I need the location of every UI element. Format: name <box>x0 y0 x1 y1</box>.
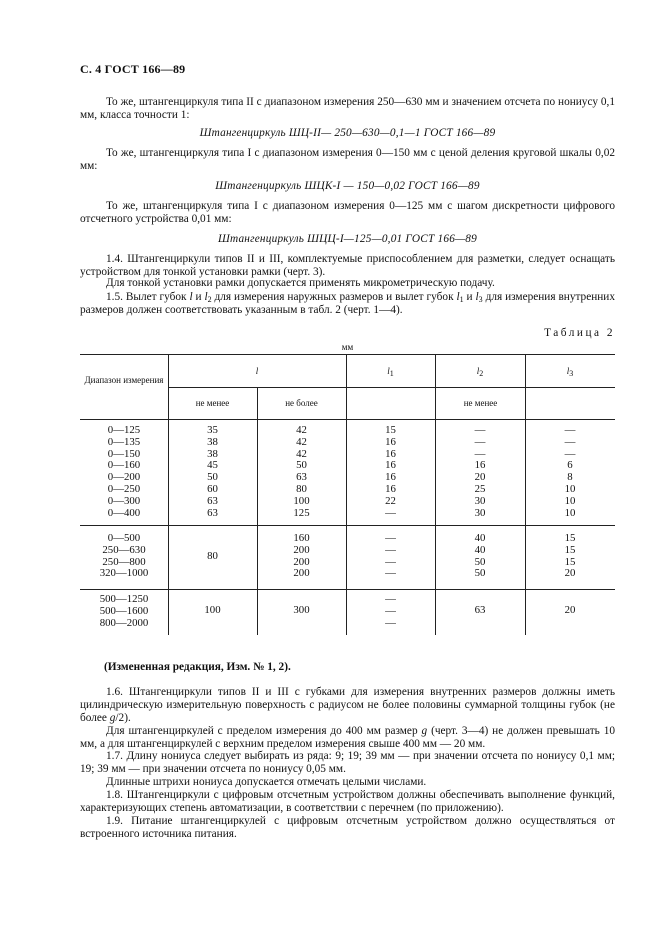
table-cell: 30 <box>474 506 486 519</box>
table-cell: — <box>385 616 396 629</box>
table-cell: 35 <box>207 424 218 436</box>
page-header: С. 4 ГОСТ 166—89 <box>80 62 186 76</box>
designation-example: Штангенциркуль ШЦ-II— 250—630—0,1—1 ГОСТ 166—89 <box>199 127 496 139</box>
table-cell: 20 <box>564 567 576 580</box>
paragraph: То же, штангенциркуля типа I с диапазоном измерения 0—150 мм с ценой деления круговой шкалы 0,02 мм: <box>80 147 615 172</box>
table-cell: 0—125 <box>107 424 141 436</box>
col-l-max <box>257 425 346 519</box>
table-cell: 42 <box>296 447 307 460</box>
table-cell: 100 <box>293 494 310 507</box>
table-cell: 0—250 <box>107 482 141 495</box>
cell-l-max: 300 <box>293 604 310 616</box>
table-cell: 63 <box>296 471 307 484</box>
cell-l-min: 80 <box>207 550 218 562</box>
table-cell: 42 <box>296 424 307 436</box>
col-l3 <box>525 533 615 580</box>
table-cell: — <box>474 435 486 448</box>
table-cell: 38 <box>207 435 218 448</box>
table-cell: 0—500 <box>107 532 141 544</box>
table-cell: 38 <box>207 447 218 460</box>
table-cell: 0—300 <box>107 494 141 507</box>
designation-example: Штангенциркуль ШЦЦ-I—125—0,01 ГОСТ 166—89 <box>217 233 477 245</box>
table-cell: — <box>385 543 396 556</box>
table-cell: 15 <box>564 532 576 544</box>
table-cell: 8 <box>567 471 573 484</box>
table-cell: — <box>385 555 396 568</box>
table-cell: 250—630 <box>102 543 146 556</box>
table-cell: 800—2000 <box>99 616 149 629</box>
table-cell: 6 <box>567 459 573 472</box>
col-l2 <box>435 533 525 580</box>
paragraph: Для тонкой установки рамки допускается применять микрометрическую подачу. <box>106 277 495 289</box>
table-cell: — <box>564 424 576 436</box>
designation-example: Штангенциркуль ШЦК-I — 150—0,02 ГОСТ 166—89 <box>215 180 480 192</box>
table-cell: 30 <box>474 494 486 507</box>
col-l1 <box>346 594 435 629</box>
paragraph: Длинные штрихи нониуса допускается отмечать целыми числами. <box>106 776 427 788</box>
table-cell: 16 <box>385 435 396 448</box>
table-unit: мм <box>341 342 354 352</box>
table-cell: 200 <box>293 555 310 568</box>
table-cell: 50 <box>474 555 486 568</box>
table-cell: 20 <box>474 471 486 484</box>
col-l3 <box>525 425 615 519</box>
paragraph: То же, штангенциркуля типа II с диапазоном измерения 250—630 мм и значением отсчета по нониусу 0,1 мм, класса точности 1: <box>80 96 615 121</box>
table-cell: 16 <box>474 459 486 472</box>
col-range <box>80 594 168 629</box>
header-l: l <box>255 366 259 376</box>
col-l2 <box>435 425 525 519</box>
header-range: Диапазон измерения <box>84 375 164 385</box>
table-cell: 500—1600 <box>99 604 149 617</box>
col-l1 <box>346 425 435 519</box>
table-cell: 25 <box>474 482 486 495</box>
table-cell: 0—150 <box>107 447 141 460</box>
col-l-max <box>257 533 346 580</box>
table-cell: — <box>564 447 576 460</box>
table-cell: 125 <box>293 506 310 519</box>
table-cell: 42 <box>296 435 307 448</box>
cell-l-min: 100 <box>204 604 221 616</box>
paragraph: То же, штангенциркуля типа I с диапазоном измерения 0—125 мм с шагом дискретности цифрового отсчетного устройства 0,01 мм: <box>80 200 615 225</box>
table-cell: — <box>385 604 396 617</box>
table-caption: Таблица 2 <box>544 327 615 339</box>
table-cell: 63 <box>207 506 218 519</box>
table-cell: — <box>385 532 396 544</box>
table-cell: — <box>564 435 576 448</box>
table-cell: 40 <box>474 543 486 556</box>
col-l-min <box>168 425 257 519</box>
table-cell: 63 <box>207 494 218 507</box>
table-cell: 15 <box>564 555 576 568</box>
header-max: не более <box>285 398 318 408</box>
table-cell: 0—160 <box>107 459 141 472</box>
header-l2: $l_2$ <box>476 366 484 378</box>
table-cell: 10 <box>564 482 576 495</box>
paragraph-1-7: 1.7. Длину нониуса следует выбирать из ряда: 9; 19; 39 мм — при значении отсчета по нониусу 0,1 мм; 19; 39 мм — при значении отсчета по нониусу 0,05 мм. <box>80 750 615 775</box>
table-cell: 15 <box>385 424 396 436</box>
table-cell: 40 <box>474 532 486 544</box>
table-cell: 50 <box>296 459 307 472</box>
table-cell: 45 <box>207 459 218 472</box>
paragraph-1-8: 1.8. Штангенциркули с цифровым отсчетным устройством должны обеспечивать выполнение функций, характеризующих степень автоматизации, в соответствии с перечнем (по приложению). <box>80 789 615 814</box>
header-min-all: не менее <box>463 398 498 408</box>
paragraph-1-5: 1.5. Вылет губок l и $l_2$ для измерения наружных размеров и вылет губок $l_1$ и $l_3$ для измерения внутренних размеров должен соответствовать указанным в табл. 2 (черт. 1—4). <box>80 291 616 316</box>
table-cell: 22 <box>385 494 396 507</box>
cell-l2: 63 <box>474 604 486 616</box>
table-2 <box>80 354 615 635</box>
table-cell: 250—800 <box>102 555 146 568</box>
table-cell: 50 <box>207 471 218 484</box>
header-min: не менее <box>195 398 230 408</box>
table-cell: 50 <box>474 567 486 580</box>
table-cell: 16 <box>385 482 396 495</box>
table-cell: 0—135 <box>107 435 141 448</box>
col-range <box>80 425 168 519</box>
cell-l3: 20 <box>564 604 576 616</box>
header-l1: $l_1$ <box>387 366 394 378</box>
table-cell: 16 <box>385 459 396 472</box>
table-cell: 16 <box>385 447 396 460</box>
table-cell: — <box>474 424 486 436</box>
table-cell: 10 <box>564 506 576 519</box>
table-cell: 60 <box>207 482 218 495</box>
table-cell: 200 <box>293 543 310 556</box>
table-cell: — <box>385 506 396 519</box>
table-cell: 0—200 <box>107 471 141 484</box>
table-cell: 10 <box>564 494 576 507</box>
paragraph-1-6: 1.6. Штангенциркули типов II и III с губками для измерения внутренних размеров должны иметь цилиндрическую измерительную поверхность с радиусом не более половины суммарной толщины губок (не более g/2). <box>80 686 615 724</box>
table-cell: 500—1250 <box>99 593 149 605</box>
paragraph-1-4: 1.4. Штангенциркули типов II и III, комплектуемые приспособлением для разметки, следует оснащать устройством для тонкой установки рамки (черт. 3). <box>80 253 615 278</box>
table-cell: 80 <box>296 482 307 495</box>
table-cell: 160 <box>293 532 310 544</box>
table-cell: — <box>474 447 486 460</box>
paragraph-1-9: 1.9. Питание штангенциркулей с цифровым отсчетным устройством должно осуществляться от встроенного источника питания. <box>80 815 615 840</box>
amendment-note: (Измененная редакция, Изм. № 1, 2). <box>104 661 291 673</box>
table-cell: — <box>385 567 396 580</box>
table-cell: 0—400 <box>107 506 141 519</box>
col-l1 <box>346 533 435 580</box>
table-cell: 15 <box>564 543 576 556</box>
col-range <box>80 533 168 580</box>
table-cell: 320—1000 <box>99 567 149 580</box>
table-cell: 200 <box>293 567 310 580</box>
header-l3: $l_3$ <box>566 366 574 378</box>
table-cell: 16 <box>385 471 396 484</box>
paragraph: Для штангенциркулей с пределом измерения до 400 мм размер g (черт. 3—4) не должен превышать 10 мм, а для штангенциркулей с верхним пределом измерения свыше 400 мм — 20 мм. <box>80 725 615 750</box>
table-cell: — <box>385 593 396 605</box>
